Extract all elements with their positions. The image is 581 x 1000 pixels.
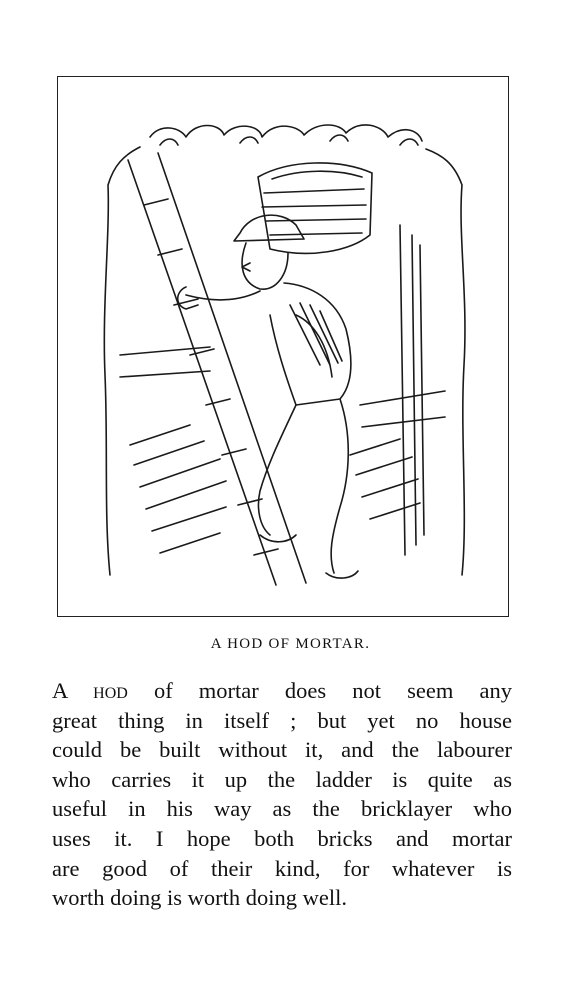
paragraph-line: great thing in itself ; but yet no house (52, 707, 512, 733)
paragraph-line: worth doing is worth doing well. (52, 885, 347, 911)
lead-smallcaps: hod (93, 678, 128, 703)
illustration-caption: A HOD OF MORTAR. (210, 636, 371, 652)
paragraph-line-text: of mortar does not seem any (127, 678, 512, 703)
paragraph-line (52, 676, 512, 706)
story-paragraph (52, 676, 512, 913)
paragraph-line: who carries it up the ladder is quite as (52, 766, 512, 792)
paragraph-line: useful in his way as the bricklayer who (52, 796, 512, 822)
paragraph-line: uses it. I hope both bricks and mortar (52, 825, 512, 851)
paragraph-line: are good of their kind, for whatever is (52, 855, 512, 881)
paragraph-line: could be built without it, and the labourer (52, 737, 512, 763)
hod-carrier-engraving (100, 115, 475, 590)
lead-capital: A (52, 678, 68, 703)
